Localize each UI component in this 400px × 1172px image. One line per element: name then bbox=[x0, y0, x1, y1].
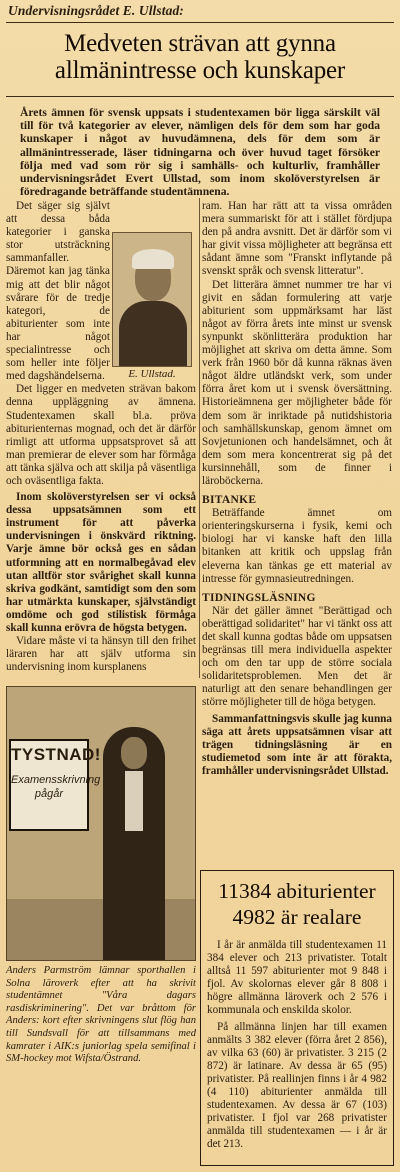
lead-paragraph: Årets ämnen för svensk uppsats i studentexamen bör ligga särskilt väl till för två kategorier av elever, nämligen dels för dem som har goda kunskaper i något av huvudämnena, dels för dem som är allmänintresserade, läser tidningarna och över huvud taget försöker följa med vad som rör sig i samhälls- och kulturliv, framhåller undervisningsrådet Evert Ullstad, som inom skolöverstyrelsen är föredragande beträffande studentämnena. bbox=[20, 106, 380, 199]
headline-line-1: Medveten strävan att gynna bbox=[64, 30, 336, 57]
student-figure bbox=[103, 727, 165, 961]
exam-photo bbox=[6, 686, 196, 961]
portrait-body bbox=[119, 301, 187, 367]
box-title-1: 11384 abiturienter bbox=[218, 879, 376, 903]
top-rule bbox=[6, 22, 394, 23]
box-title-2: 4982 är realare bbox=[232, 905, 362, 929]
statistics-box bbox=[200, 870, 394, 1166]
portrait-photo bbox=[112, 232, 192, 367]
silence-sign bbox=[9, 739, 101, 831]
student-shirt bbox=[125, 771, 143, 831]
left-paragraph-3: Inom skolöverstyrelsen ser vi också dessa uppsatsämnen som ett instrument för att påverka undervisningen i önskvärd riktning. Varje ämne bör också ges en sådan utformning att en normalbegåvad elev utan alltför stor svårighet skall kunna skriva godkänt, samtidigt som den som har utmärkta kunskaper, självständigt omdöme och god stilistisk förmåga skall kunna erövra de högsta betygen. bbox=[6, 491, 196, 634]
left-paragraph-1: Det säger sig självt att dessa båda kategorier i ganska stor utsträckning sammanfaller. Däremot kan jag tänka mig att det blir något svårare för de tredje kategori, de abiturienter som inte har något specialintresse och som heller inte följer med dagshändelserna. bbox=[6, 200, 110, 383]
headline-line-2: allmänintresse och kunskaper bbox=[54, 57, 346, 84]
left-paragraph-2: Det ligger en medveten strävan bakom denna uppläggning av ämnena. Studentexamen skall bl.a. pröva abiturienternas mognad, och det är därför rimligt att utforma uppsatsprovet så att man premierar de elever som har förmåga att tänka själva och att skilja på väsentliga och oväsentliga fakta. bbox=[6, 383, 196, 487]
right-paragraph-1: ram. Han har rätt att ta vissa områden mera summariskt för att i stället fördjupa den på andra avsnitt. Det är därför som vi har givit vissa möjligheter att begränsa ett sådant ämne som "Franskt inflytande på svenskt språk och svensk litteratur". bbox=[202, 200, 392, 278]
headline bbox=[6, 30, 394, 84]
exam-photo-caption: Anders Parmström lämnar sporthallen i Solna läroverk efter att ha skrivit studentämnet "Våra dagars rasdiskriminering". Det var bråttom för Anders: kort efter skrivningens slut flög han till Sundsvall för att tillsammans med kamrater i AIK:s juniorlag spela semifinal i SM-hockey mot Wifsta/Östrand. bbox=[6, 965, 196, 1065]
box-paragraph-1: I år är anmälda till studentexamen 11 384 elever och 213 privatister. Totalt alltså 11 597 abiturienter mot 9 848 i fjol. Av skolornas elever går 8 808 i högre allmänna läroverk och 2 576 i kommunala och enskilda skolor. bbox=[207, 939, 387, 1016]
sign-text-1: Examensskrivning bbox=[11, 774, 101, 786]
portrait-hair bbox=[132, 249, 174, 269]
kicker: Undervisningsrådet E. Ullstad: bbox=[8, 3, 184, 18]
right-column bbox=[202, 200, 392, 778]
photo-floor bbox=[7, 899, 196, 961]
box-paragraph-2: På allmänna linjen har till examen anmälts 3 382 elever (förra året 2 856), av vilka 63 (60) är privatister. 3 215 (2 872) är latinare. Av dessa är 65 (95) privatister. På reallinjen finns i år 4 982 (4 110) abiturienter anmälda till studentexamen. Av dessa är 67 (103) privatister. I fjol var 268 privatister anmälda till studentexamen — i år är det 213. bbox=[207, 1021, 387, 1150]
column-divider bbox=[199, 198, 200, 678]
portrait-caption: E. Ullstad. bbox=[128, 368, 176, 380]
left-paragraph-4: Vidare måste vi ta hänsyn till den frihet läraren har att själv utforma sin undervisning inom kursplanens bbox=[6, 635, 196, 674]
right-paragraph-5: Sammanfattningsvis skulle jag kunna säga att årets uppsatsämnen visar att trägen tidningsläsning är en studiemetod som inte är att förakta, framhåller undervisningsrådet Ullstad. bbox=[202, 712, 392, 777]
right-paragraph-3: Beträffande ämnet om orienteringskurserna i fysik, kemi och biologi har vi kanske haft den lilla bitanken att kritik och uppslag från eleverna kan tänkas ge ett material av intresse för gymnasieutredningen. bbox=[202, 507, 392, 585]
student-face bbox=[121, 737, 147, 769]
subhead-tidningslasning: TIDNINGSLÄSNING bbox=[202, 591, 316, 604]
right-paragraph-4: När det gäller ämnet "Berättigad och oberättigad solidaritet" har vi tänkt oss att det skall kunna godtas både om uppsatsen begränsas till mera individuella aspekter och om den tar upp de större sociala solidaritetsproblemen. Men det är naturligt att den senare behandlingen ger större möjligheter till de höga betygen. bbox=[202, 604, 392, 709]
right-paragraph-2: Det litterära ämnet nummer tre har vi givit en sådan formulering att varje abiturient som uppmärksamt har läst något av förra årets inte minst ur svensk synpunkt skönlitterära produktion har möjlighet att skriva om detta ämne. Som verk från 1960 bör då kunna räknas även något äldre utländskt verk, som under förra året kom ut i svensk översättning. Historieämnena ger möjligheter både för dem som är inriktade på nutidshistoria och samhällskunskap, genom ämnet om Sovjetunionen och handelsämnet, och åt dem som mera koncentrerat sig på det kursinnehåll, som de finner i läroböckerna. bbox=[202, 278, 392, 487]
headline-rule bbox=[6, 96, 394, 97]
sign-text-2: pågår bbox=[34, 788, 64, 800]
subhead-bitanke: BITANKE bbox=[202, 494, 257, 507]
sign-title: TYSTNAD! bbox=[11, 745, 101, 764]
